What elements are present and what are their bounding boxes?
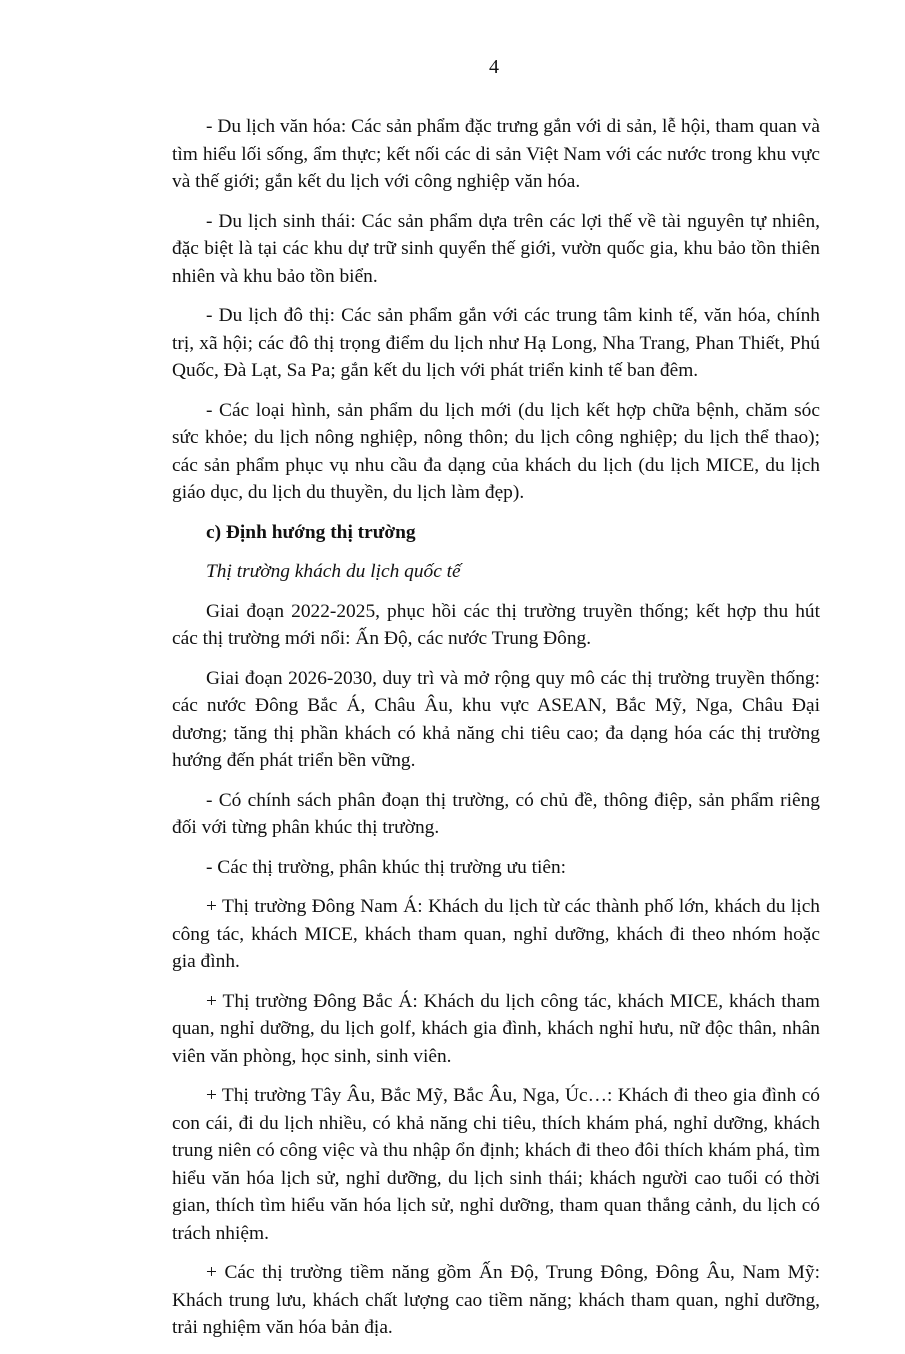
paragraph-cultural-tourism: - Du lịch văn hóa: Các sản phẩm đặc trưng gắn với di sản, lễ hội, tham quan và tìm hiểu lối sống, ẩm thực; kết nối các di sản Việt Nam với các nước trong khu vực và thế giới; gắn kết du lịch với công nghiệp văn hóa. <box>172 116 820 192</box>
paragraph-southeast-asia-market: + Thị trường Đông Nam Á: Khách du lịch từ các thành phố lớn, khách du lịch công tác, khách MICE, khách tham quan, nghỉ dưỡng, khách đi theo nhóm hoặc gia đình. <box>172 896 820 972</box>
section-heading-market-orientation: c) Định hướng thị trường <box>206 521 416 543</box>
paragraph-eco-tourism: - Du lịch sinh thái: Các sản phẩm dựa trên các lợi thế về tài nguyên tự nhiên, đặc biệt là tại các khu dự trữ sinh quyển thế giới, vườn quốc gia, khu bảo tồn thiên nhiên và khu bảo tồn biển. <box>172 210 820 287</box>
paragraph-potential-markets: + Các thị trường tiềm năng gồm Ấn Độ, Trung Đông, Đông Âu, Nam Mỹ: Khách trung lưu, khách chất lượng cao tiềm năng; khách tham quan, nghỉ dưỡng, trải nghiệm văn hóa bản địa. <box>172 1262 820 1338</box>
page-number: 4 <box>489 56 499 78</box>
paragraph-western-markets: + Thị trường Tây Âu, Bắc Mỹ, Bắc Âu, Nga, Úc…: Khách đi theo gia đình có con cái, đi du lịch nhiều, có khả năng chi tiêu, thích khám phá, nghỉ dưỡng, khách trung niên có công việc và thu nhập ổn định; khách đi theo đôi thích khám phá, tìm hiểu văn hóa lịch sử, nghỉ dưỡng, du lịch sinh thái; khách người cao tuổi có thời gian, thích tìm hiểu văn hóa lịch sử, nghỉ dưỡng, tham quan thắng cảnh, du lịch có trách nhiệm. <box>172 1085 820 1244</box>
document-page <box>172 56 820 1354</box>
paragraph-new-tourism-types: - Các loại hình, sản phẩm du lịch mới (du lịch kết hợp chữa bệnh, chăm sóc sức khỏe; du lịch nông nghiệp, nông thôn; du lịch công nghiệp; du lịch thể thao); các sản phẩm phục vụ nhu cầu đa dạng của khách du lịch (du lịch MICE, du lịch giáo dục, du lịch du thuyền, du lịch làm đẹp). <box>172 399 820 503</box>
paragraph-urban-tourism: - Du lịch đô thị: Các sản phẩm gắn với các trung tâm kinh tế, văn hóa, chính trị, xã hội; các đô thị trọng điểm du lịch như Hạ Long, Nha Trang, Phan Thiết, Phú Quốc, Đà Lạt, Sa Pa; gắn kết du lịch với phát triển kinh tế ban đêm. <box>172 305 820 381</box>
paragraph-northeast-asia-market: + Thị trường Đông Bắc Á: Khách du lịch công tác, khách MICE, khách tham quan, nghỉ dưỡng, du lịch golf, khách gia đình, khách nghỉ hưu, nữ độc thân, nhân viên văn phòng, học sinh, sinh viên. <box>172 990 820 1067</box>
paragraph-priority-markets: - Các thị trường, phân khúc thị trường ưu tiên: <box>206 856 567 878</box>
paragraph-period-2026-2030: Giai đoạn 2026-2030, duy trì và mở rộng quy mô các thị trường truyền thống: các nước Đông Bắc Á, Châu Âu, khu vực ASEAN, Bắc Mỹ, Nga, Châu Đại dương; tăng thị phần khách có khả năng chi tiêu cao; đa dạng hóa các thị trường hướng đến phát triển bền vững. <box>172 667 820 771</box>
paragraph-market-segmentation: - Có chính sách phân đoạn thị trường, có chủ đề, thông điệp, sản phẩm riêng đối với từng phân khúc thị trường. <box>172 789 820 838</box>
subheading-international-market: Thị trường khách du lịch quốc tế <box>206 561 461 582</box>
paragraph-period-2022-2025: Giai đoạn 2022-2025, phục hồi các thị trường truyền thống; kết hợp thu hút các thị trường mới nổi: Ấn Độ, các nước Trung Đông. <box>172 600 820 649</box>
